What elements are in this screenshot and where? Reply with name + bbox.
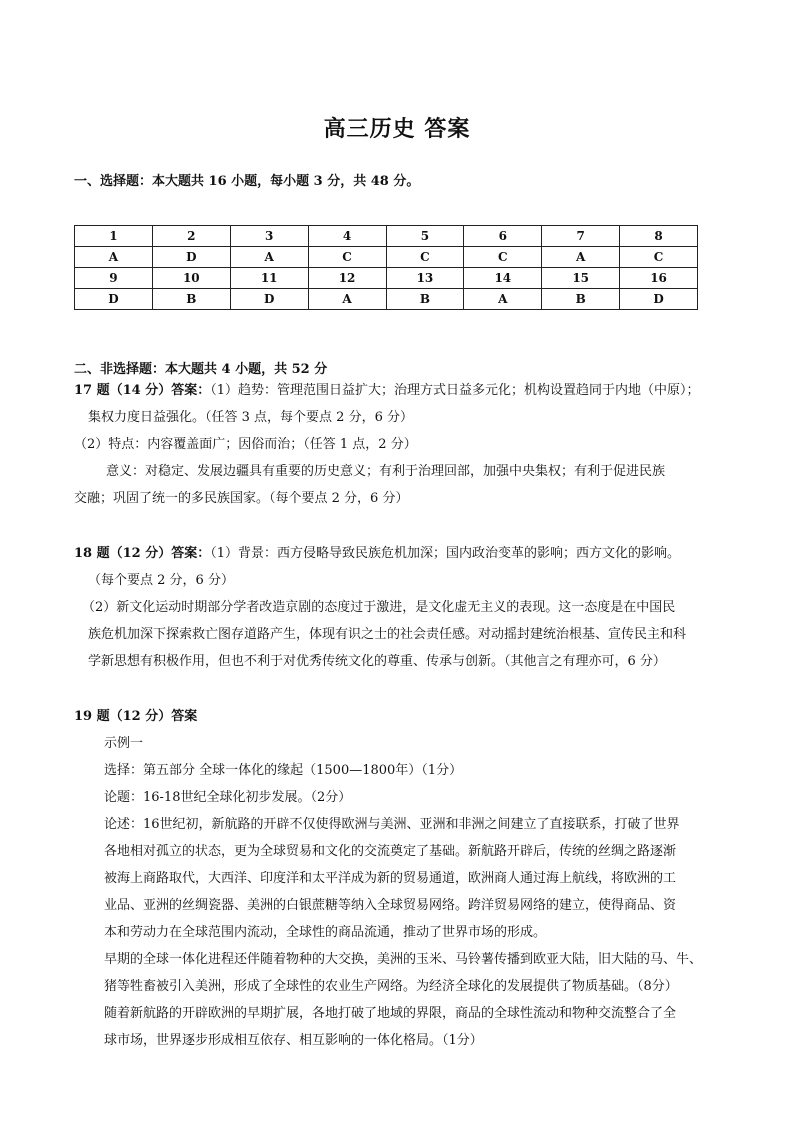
answer-cell: A	[230, 247, 308, 268]
question-number-cell: 7	[542, 226, 620, 247]
q19-arg4: 业品、亚洲的丝绸瓷器、美洲的白银蔗糖等纳入全球贸易网络。跨洋贸易网络的建立，使得商品、资	[104, 898, 677, 913]
q18-line2: （每个要点 2 分，6 分）	[88, 573, 234, 588]
q19-arg5: 本和劳动力在全球范围内流动，全球性的商品流通，推动了世界市场的形成。	[104, 925, 547, 940]
answer-cell: A	[464, 289, 542, 310]
question-number-row	[75, 226, 698, 247]
q18-line1	[74, 545, 680, 563]
section1-heading: 一、选择题：本大题共 16 小题，每小题 3 分，共 48 分。	[74, 174, 420, 189]
answer-cell: B	[386, 289, 464, 310]
question-number-cell: 9	[75, 268, 153, 289]
q19-select: 选择：第五部分 全球一体化的缘起（1500—1800年）（1分）	[104, 763, 463, 778]
question-number-cell: 5	[386, 226, 464, 247]
q17-line4: 意义：对稳定、发展边疆具有重要的历史意义；有利于治理回部，加强中央集权；有利于促进民族	[106, 464, 666, 479]
answer-cell: A	[542, 247, 620, 268]
question-number-cell: 12	[308, 268, 386, 289]
answer-cell: C	[464, 247, 542, 268]
q17-line3: （2）特点：内容覆盖面广；因俗而治；（任答 1 点，2 分）	[74, 437, 417, 452]
q19-arg1: 论述：16世纪初，新航路的开辟不仅使得欧洲与美洲、亚洲和非洲之间建立了直接联系，打破了世界	[104, 817, 680, 832]
answer-cell: D	[75, 289, 153, 310]
question-number-cell: 10	[152, 268, 230, 289]
q19-arg6: 早期的全球一体化进程还伴随着物种的大交换，美洲的玉米、马铃薯传播到欧亚大陆，旧大陆的马、牛、	[104, 952, 703, 967]
answer-cell: A	[75, 247, 153, 268]
q17-label: 17 题（14 分）答案：	[74, 383, 211, 398]
question-number-cell: 3	[230, 226, 308, 247]
answer-cell: C	[386, 247, 464, 268]
answer-cell: C	[308, 247, 386, 268]
question-number-cell: 4	[308, 226, 386, 247]
q18-label: 18 题（12 分）答案：	[74, 546, 211, 561]
answer-row	[75, 289, 698, 310]
question-number-cell: 2	[152, 226, 230, 247]
q19-arg7: 猪等牲畜被引入美洲，形成了全球性的农业生产网络。为经济全球化的发展提供了物质基础。（8分）	[104, 979, 678, 994]
question-number-cell: 11	[230, 268, 308, 289]
q19-label: 19 题（12 分）答案	[74, 709, 198, 724]
question-number-cell: 1	[75, 226, 153, 247]
q18-line3: （2）新文化运动时期部分学者改造京剧的态度过于激进，是文化虚无主义的表现。这一态度是在中国民	[82, 600, 676, 615]
answer-cell: B	[152, 289, 230, 310]
q17-line2: 集权力度日益强化。（任答 3 点，每个要点 2 分，6 分）	[88, 410, 413, 425]
answer-cell: A	[308, 289, 386, 310]
q18-line5: 学新思想有积极作用，但也不利于对优秀传统文化的尊重、传承与创新。（其他言之有理亦可，6 分）	[88, 654, 666, 669]
q19-arg2: 各地相对孤立的状态，更为全球贸易和文化的交流奠定了基础。新航路开辟后，传统的丝绸之路逐渐	[104, 844, 677, 859]
q19-arg9: 球市场，世界逐步形成相互依存、相互影响的一体化格局。（1分）	[104, 1033, 483, 1048]
q19-arg8: 随着新航路的开辟欧洲的早期扩展，各地打破了地域的界限，商品的全球性流动和物种交流整合了全	[104, 1006, 677, 1021]
page-title: 高三历史 答案	[323, 116, 471, 142]
section2-heading: 二、非选择题：本大题共 4 小题，共 52 分	[74, 362, 328, 377]
answer-table	[74, 225, 698, 310]
answer-cell: C	[620, 247, 698, 268]
q17-line5: 交融；巩固了统一的多民族国家。（每个要点 2 分，6 分）	[74, 491, 409, 506]
answer-row	[75, 247, 698, 268]
question-number-cell: 16	[620, 268, 698, 289]
q18-text1: （1）背景：西方侵略导致民族危机加深；国内政治变革的影响；西方文化的影响。	[210, 546, 681, 561]
question-number-cell: 15	[542, 268, 620, 289]
question-number-row	[75, 268, 698, 289]
q18-line4: 族危机加深下探索救亡图存道路产生，体现有识之士的社会责任感。对动摇封建统治根基、宣传民主和科	[88, 627, 687, 642]
answer-cell: D	[152, 247, 230, 268]
question-number-cell: 6	[464, 226, 542, 247]
q17-text1: （1）趋势：管理范围日益扩大；治理方式日益多元化；机构设置趋同于内地（中原）；	[210, 383, 700, 398]
q19-thesis: 论题：16-18世纪全球化初步发展。（2分）	[104, 790, 352, 805]
question-number-cell: 13	[386, 268, 464, 289]
question-number-cell: 8	[620, 226, 698, 247]
q19-example: 示例一	[104, 736, 144, 751]
question-number-cell: 14	[464, 268, 542, 289]
q17-line1	[74, 382, 700, 400]
answer-cell: B	[542, 289, 620, 310]
answer-cell: D	[620, 289, 698, 310]
q19-arg3: 被海上商路取代，大西洋、印度洋和太平洋成为新的贸易通道，欧洲商人通过海上航线，将欧洲的工	[104, 871, 677, 886]
answer-cell: D	[230, 289, 308, 310]
